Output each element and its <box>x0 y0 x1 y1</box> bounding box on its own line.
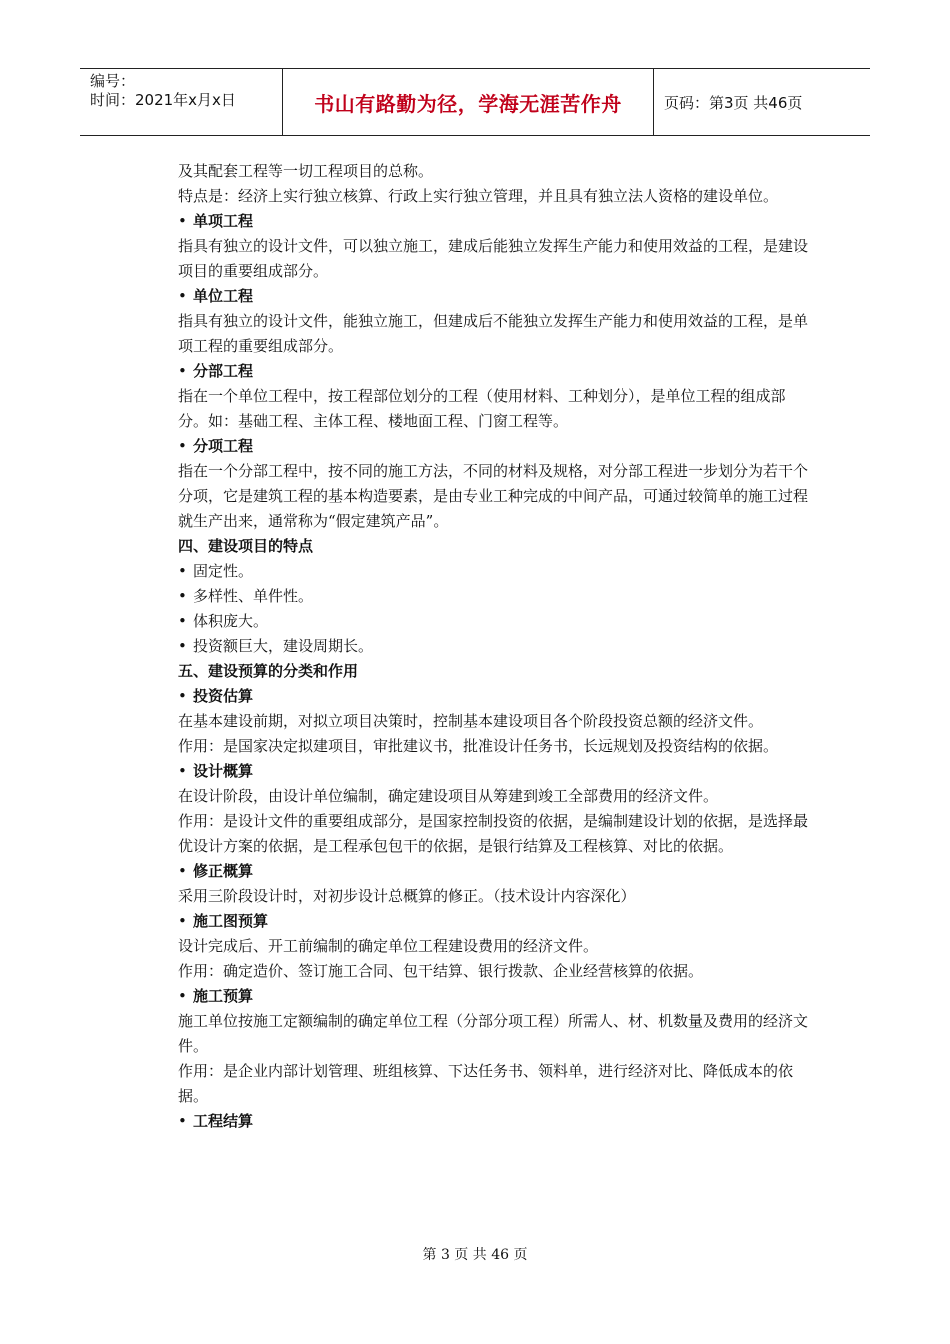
body-paragraph: 指具有独立的设计文件，可以独立施工，建成后能独立发挥生产能力和使用效益的工程，是建设项目的重要组成部分。 <box>178 237 809 280</box>
subsection-heading: • 设计概算 <box>178 759 814 784</box>
subsection-heading: • 分项工程 <box>178 434 814 459</box>
list-item: • 固定性。 <box>178 559 814 584</box>
document-body <box>178 159 814 1134</box>
body-paragraph: 设计完成后、开工前编制的确定单位工程建设费用的经济文件。 <box>178 937 599 955</box>
body-paragraph: 作用：是设计文件的重要组成部分，是国家控制投资的依据，是编制建设计划的依据，是选择最优设计方案的依据，是工程承包包干的依据，是银行结算及工程核算、对比的依据。 <box>178 812 809 855</box>
section-heading: 四、建设项目的特点 <box>178 537 314 555</box>
body-paragraph: 作用：是企业内部计划管理、班组核算、下达任务书、领料单，进行经济对比、降低成本的依据。 <box>178 1062 794 1105</box>
page-header <box>80 68 870 136</box>
body-paragraph: 在基本建设前期，对拟立项目决策时，控制基本建设项目各个阶段投资总额的经济文件。 <box>178 712 764 730</box>
list-item: • 多样性、单件性。 <box>178 584 814 609</box>
subsection-heading: • 投资估算 <box>178 684 814 709</box>
page-footer: 第 3 页 共 46 页 <box>422 1247 528 1263</box>
header-motto: 书山有路勤为径，学海无涯苦作舟 <box>282 69 654 135</box>
body-paragraph: 特点是：经济上实行独立核算、行政上实行独立管理，并且具有独立法人资格的建设单位。 <box>178 187 779 205</box>
section-heading: 五、建设预算的分类和作用 <box>178 662 359 680</box>
subsection-heading: • 施工预算 <box>178 984 814 1009</box>
subsection-heading: • 分部工程 <box>178 359 814 384</box>
document-number-label: 编号： <box>90 72 136 90</box>
subsection-heading: • 施工图预算 <box>178 909 814 934</box>
body-paragraph: 及其配套工程等一切工程项目的总称。 <box>178 162 434 180</box>
header-page-info: 页码：第3页 共46页 <box>664 93 803 112</box>
body-paragraph: 作用：是国家决定拟建项目，审批建议书，批准设计任务书，长远规划及投资结构的依据。 <box>178 737 779 755</box>
subsection-heading: • 单位工程 <box>178 284 814 309</box>
body-paragraph: 采用三阶段设计时，对初步设计总概算的修正。（技术设计内容深化） <box>178 887 636 905</box>
subsection-heading: • 单项工程 <box>178 209 814 234</box>
body-paragraph: 指在一个单位工程中，按工程部位划分的工程（使用材料、工种划分），是单位工程的组成部分。如：基础工程、主体工程、楼地面工程、门窗工程等。 <box>178 387 786 430</box>
header-meta <box>80 69 282 135</box>
body-paragraph: 指在一个分部工程中，按不同的施工方法，不同的材料及规格，对分部工程进一步划分为若干个分项，它是建筑工程的基本构造要素，是由专业工种完成的中间产品，可通过较简单的施工过程就生产出来，通常称为“假定建筑产品”。 <box>178 462 809 530</box>
body-paragraph: 在设计阶段，由设计单位编制，确定建设项目从筹建到竣工全部费用的经济文件。 <box>178 787 719 805</box>
body-paragraph: 指具有独立的设计文件，能独立施工，但建成后不能独立发挥生产能力和使用效益的工程，是单项工程的重要组成部分。 <box>178 312 809 355</box>
body-paragraph: 作用：确定造价、签订施工合同、包干结算、银行拨款、企业经营核算的依据。 <box>178 962 704 980</box>
subsection-heading: • 工程结算 <box>178 1109 814 1134</box>
subsection-heading: • 修正概算 <box>178 859 814 884</box>
list-item: • 投资额巨大，建设周期长。 <box>178 634 814 659</box>
list-item: • 体积庞大。 <box>178 609 814 634</box>
body-paragraph: 施工单位按施工定额编制的确定单位工程（分部分项工程）所需人、材、机数量及费用的经济文件。 <box>178 1012 809 1055</box>
document-date: 时间：2021年x月x日 <box>90 91 236 109</box>
